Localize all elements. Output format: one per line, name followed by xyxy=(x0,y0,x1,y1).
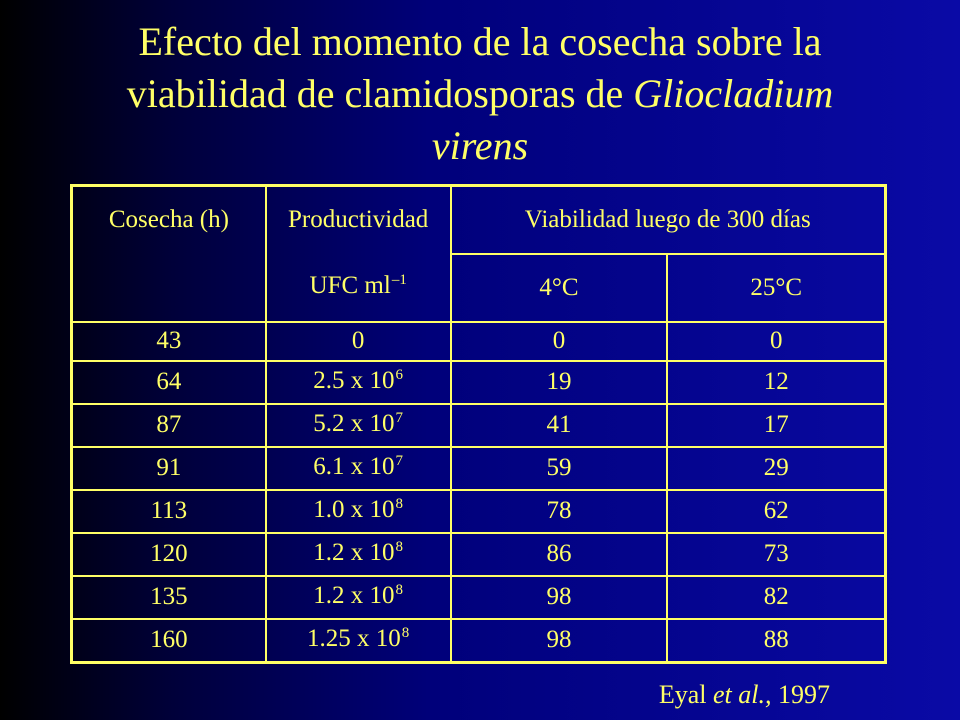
table-row xyxy=(72,619,886,663)
productividad-exponent: 7 xyxy=(395,452,404,469)
header-ufc xyxy=(266,254,451,322)
cell-cosecha: 87 xyxy=(72,404,266,447)
cell-cosecha: 64 xyxy=(72,361,266,404)
header-row-2 xyxy=(72,254,886,322)
cell-cosecha: 135 xyxy=(72,576,266,619)
cell-cosecha: 160 xyxy=(72,619,266,663)
table-row xyxy=(72,361,886,404)
title-species-genus: Gliocladium xyxy=(633,71,834,116)
productividad-base: 5.2 x 10 xyxy=(313,409,395,437)
cell-productividad xyxy=(266,322,451,361)
productividad-base: 2.5 x 10 xyxy=(313,366,395,394)
cell-viabilidad-25c: 73 xyxy=(667,533,885,576)
header-cosecha-blank xyxy=(72,254,266,322)
table-row xyxy=(72,447,886,490)
cell-viabilidad-4c: 78 xyxy=(451,490,668,533)
cell-productividad xyxy=(266,447,451,490)
cell-cosecha: 120 xyxy=(72,533,266,576)
table-row xyxy=(72,576,886,619)
productividad-exponent: 8 xyxy=(395,581,404,598)
cell-viabilidad-4c: 59 xyxy=(451,447,668,490)
cell-viabilidad-4c: 98 xyxy=(451,619,668,663)
cell-viabilidad-4c: 0 xyxy=(451,322,668,361)
productividad-base: 1.25 x 10 xyxy=(307,624,401,652)
table-row xyxy=(72,490,886,533)
title-species-epithet: virens xyxy=(431,123,529,168)
table-body xyxy=(72,322,886,663)
data-table xyxy=(70,184,887,664)
productividad-exponent: 8 xyxy=(395,538,404,555)
header-viabilidad: Viabilidad luego de 300 días xyxy=(451,186,886,254)
productividad-exponent: 8 xyxy=(401,624,410,641)
table-row xyxy=(72,322,886,361)
cell-viabilidad-25c: 12 xyxy=(667,361,885,404)
cell-viabilidad-4c: 41 xyxy=(451,404,668,447)
cell-viabilidad-25c: 0 xyxy=(667,322,885,361)
title-line-2 xyxy=(40,68,920,120)
slide-title xyxy=(40,16,920,172)
productividad-exponent: 8 xyxy=(395,495,404,512)
citation xyxy=(659,680,830,710)
header-25c: 25°C xyxy=(667,254,885,322)
cell-productividad xyxy=(266,361,451,404)
cell-productividad xyxy=(266,576,451,619)
cell-productividad xyxy=(266,619,451,663)
cell-viabilidad-25c: 17 xyxy=(667,404,885,447)
header-ufc-exponent: –1 xyxy=(391,271,407,288)
productividad-base: 1.2 x 10 xyxy=(313,538,395,566)
title-line-2-text: viabilidad de clamidosporas de xyxy=(126,71,634,116)
header-4c: 4°C xyxy=(451,254,668,322)
productividad-base: 0 xyxy=(351,327,365,355)
productividad-base: 1.0 x 10 xyxy=(313,495,395,523)
productividad-exponent: 6 xyxy=(395,366,404,383)
header-cosecha: Cosecha (h) xyxy=(72,186,266,254)
cell-viabilidad-25c: 82 xyxy=(667,576,885,619)
citation-author: Eyal xyxy=(658,680,713,709)
cell-productividad xyxy=(266,404,451,447)
citation-etal: et al., xyxy=(713,680,772,709)
cell-viabilidad-4c: 86 xyxy=(451,533,668,576)
cell-viabilidad-25c: 88 xyxy=(667,619,885,663)
productividad-base: 1.2 x 10 xyxy=(313,581,395,609)
header-productividad: Productividad xyxy=(266,186,451,254)
header-ufc-text: UFC ml xyxy=(309,271,391,299)
cell-viabilidad-4c: 19 xyxy=(451,361,668,404)
citation-year: 1997 xyxy=(771,680,830,709)
table-row xyxy=(72,533,886,576)
title-line-1: Efecto del momento de la cosecha sobre la xyxy=(138,19,822,64)
header-row-1 xyxy=(72,186,886,254)
productividad-base: 6.1 x 10 xyxy=(313,452,395,480)
cell-productividad xyxy=(266,490,451,533)
cell-cosecha: 113 xyxy=(72,490,266,533)
cell-viabilidad-4c: 98 xyxy=(451,576,668,619)
productividad-exponent: 7 xyxy=(395,409,404,426)
cell-viabilidad-25c: 62 xyxy=(667,490,885,533)
table-row xyxy=(72,404,886,447)
cell-productividad xyxy=(266,533,451,576)
cell-viabilidad-25c: 29 xyxy=(667,447,885,490)
cell-cosecha: 43 xyxy=(72,322,266,361)
cell-cosecha: 91 xyxy=(72,447,266,490)
